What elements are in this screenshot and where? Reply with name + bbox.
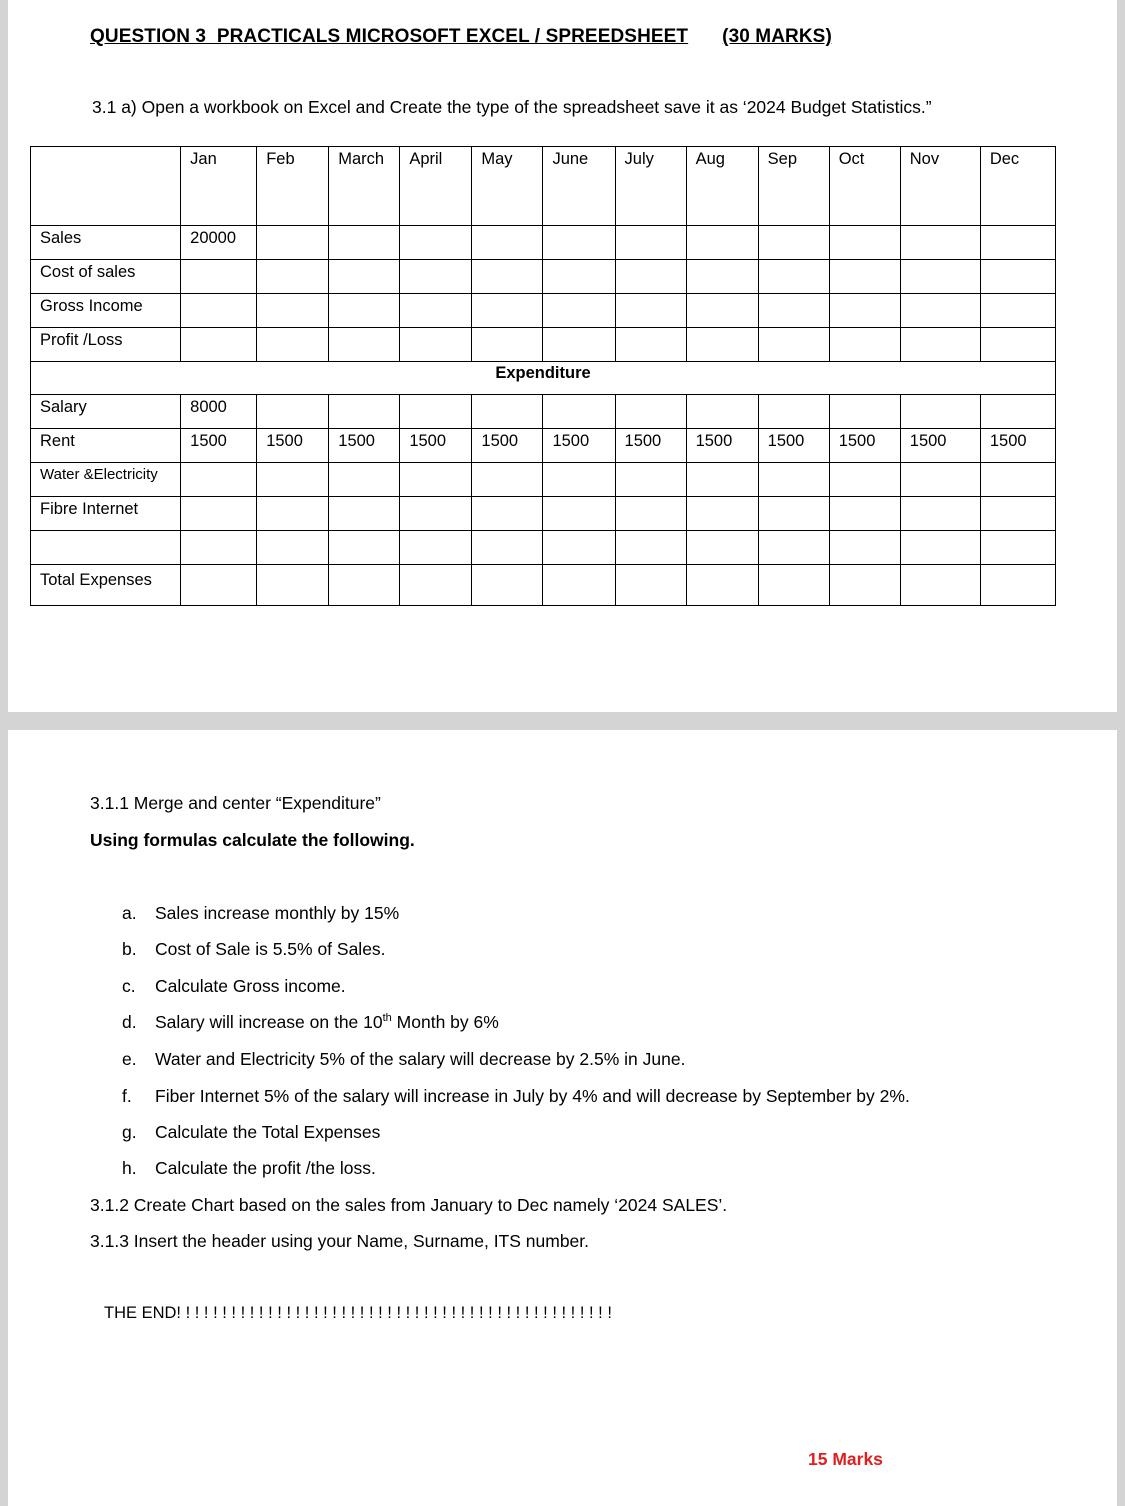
value-cell[interactable]: 1500 [329,429,400,463]
value-cell[interactable] [829,565,900,606]
table-row [31,395,1056,429]
value-cell[interactable] [400,260,472,294]
value-cell[interactable] [758,497,829,531]
month-header-cell[interactable]: March [329,147,400,226]
value-cell[interactable] [472,294,543,328]
value-cell[interactable] [400,531,472,565]
value-cell[interactable] [980,226,1055,260]
value-cell[interactable]: 1500 [980,429,1055,463]
table-row [31,463,1056,497]
value-cell[interactable] [686,294,758,328]
value-cell[interactable] [400,294,472,328]
value-cell[interactable] [257,565,329,606]
row-label-cell[interactable]: Rent [31,429,181,463]
row-label-cell[interactable]: Profit /Loss [31,328,181,362]
value-cell[interactable]: 1500 [900,429,980,463]
value-cell[interactable] [257,497,329,531]
value-cell[interactable] [329,260,400,294]
question-title-text: QUESTION 3 PRACTICALS MICROSOFT EXCEL / SPREEDSHEET [90,26,689,47]
value-cell[interactable] [615,565,686,606]
question-marks: (30 MARKS) [722,26,832,47]
month-header-cell[interactable]: July [615,147,686,226]
value-cell[interactable] [686,565,758,606]
value-cell[interactable] [543,497,615,531]
row-label-cell[interactable]: Salary [31,395,181,429]
value-cell[interactable] [686,328,758,362]
list-item-text: Sales increase monthly by 15% [155,903,400,923]
value-cell[interactable]: 1500 [472,429,543,463]
header-instruction: 3.1.3 Insert the header using your Name, Surname, ITS number. [90,1231,590,1251]
merge-instruction: 3.1.1 Merge and center “Expenditure” [90,793,381,813]
value-cell[interactable] [758,463,829,497]
month-header-cell[interactable]: Dec [980,147,1055,226]
table-row [31,260,1056,294]
value-cell[interactable] [472,328,543,362]
value-cell[interactable] [900,260,980,294]
document-page-2 [8,730,1117,1506]
value-cell[interactable]: 1500 [257,429,329,463]
list-item-letter: c. [122,976,136,996]
list-item-letter: g. [122,1122,137,1142]
value-cell[interactable] [980,328,1055,362]
list-item-letter: e. [122,1049,137,1069]
value-cell[interactable] [686,463,758,497]
value-cell[interactable] [615,260,686,294]
value-cell[interactable] [543,260,615,294]
value-cell[interactable] [686,260,758,294]
row-label-cell[interactable]: Gross Income [31,294,181,328]
value-cell[interactable]: 1500 [400,429,472,463]
value-cell[interactable] [900,328,980,362]
table-row [31,328,1056,362]
value-cell[interactable] [686,226,758,260]
value-cell[interactable] [472,395,543,429]
the-end-text: THE END! ! ! ! ! ! ! ! ! ! ! ! ! ! ! ! ! ! ! ! ! ! ! ! ! ! ! ! ! ! ! ! ! ! ! ! ! ! ! ! ! ! ! ! ! ! ! ! [104,1304,612,1322]
month-header-cell[interactable]: Feb [257,147,329,226]
value-cell[interactable] [900,463,980,497]
value-cell[interactable] [543,395,615,429]
value-cell[interactable] [758,328,829,362]
table-row [31,294,1056,328]
value-cell[interactable] [829,328,900,362]
row-label-cell[interactable]: Cost of sales [31,260,181,294]
value-cell[interactable] [472,226,543,260]
row-label-cell[interactable]: Total Expenses [31,565,181,606]
value-cell[interactable] [615,328,686,362]
value-cell[interactable] [472,531,543,565]
table-row [31,429,1056,463]
value-cell[interactable]: 1500 [615,429,686,463]
value-cell[interactable]: 1500 [758,429,829,463]
value-cell[interactable]: 1500 [686,429,758,463]
list-item-text-part: Salary will increase on the 10 [155,1012,383,1032]
value-cell[interactable] [329,497,400,531]
value-cell[interactable] [329,395,400,429]
value-cell[interactable] [257,294,329,328]
value-cell[interactable] [181,531,257,565]
list-item-text [155,1012,499,1033]
value-cell[interactable] [829,294,900,328]
value-cell[interactable] [758,565,829,606]
value-cell[interactable]: 1500 [543,429,615,463]
list-item-superscript: th [382,1012,392,1025]
month-header-cell[interactable]: Nov [900,147,980,226]
value-cell[interactable] [758,294,829,328]
question-title [90,26,832,48]
value-cell[interactable] [543,565,615,606]
value-cell[interactable] [829,497,900,531]
value-cell[interactable] [257,226,329,260]
value-cell[interactable] [686,497,758,531]
value-cell[interactable]: 20000 [181,226,257,260]
value-cell[interactable] [329,531,400,565]
value-cell[interactable] [900,294,980,328]
month-header-cell[interactable]: April [400,147,472,226]
value-cell[interactable] [686,531,758,565]
value-cell[interactable] [329,294,400,328]
value-cell[interactable]: 8000 [181,395,257,429]
list-item-letter: f. [122,1086,132,1106]
row-label-cell[interactable]: Water &Electricity [31,463,181,497]
value-cell[interactable] [257,328,329,362]
value-cell[interactable] [829,463,900,497]
month-header-cell[interactable]: Oct [829,147,900,226]
value-cell[interactable] [980,260,1055,294]
value-cell[interactable] [543,531,615,565]
expenditure-heading[interactable]: Expenditure [31,362,1056,395]
document-page-1 [8,0,1117,712]
month-header-row [31,147,1056,226]
list-item-text-part: Month by 6% [391,1012,499,1032]
value-cell[interactable] [829,395,900,429]
intro-instruction: 3.1 a) Open a workbook on Excel and Create the type of the spreadsheet save it as ‘2024 Budget Statistics.” [92,97,932,117]
value-cell[interactable] [980,497,1055,531]
value-cell[interactable] [181,294,257,328]
value-cell[interactable] [543,463,615,497]
value-cell[interactable] [686,395,758,429]
value-cell[interactable] [980,395,1055,429]
value-cell[interactable] [257,531,329,565]
value-cell[interactable] [615,497,686,531]
value-cell[interactable] [980,531,1055,565]
list-item-letter: h. [122,1158,137,1178]
value-cell[interactable] [472,565,543,606]
value-cell[interactable] [758,260,829,294]
corner-cell[interactable] [31,147,181,226]
value-cell[interactable] [543,328,615,362]
month-header-cell[interactable]: June [543,147,615,226]
value-cell[interactable] [181,565,257,606]
value-cell[interactable] [181,328,257,362]
value-cell[interactable] [829,531,900,565]
list-item-letter: d. [122,1012,137,1032]
budget-table [30,146,1056,606]
total-expenses-row [31,565,1056,606]
value-cell[interactable] [329,463,400,497]
value-cell[interactable] [400,395,472,429]
value-cell[interactable] [400,565,472,606]
value-cell[interactable] [900,531,980,565]
value-cell[interactable] [615,226,686,260]
table-row [31,226,1056,260]
value-cell[interactable] [900,226,980,260]
value-cell[interactable] [829,260,900,294]
list-item-text: Water and Electricity 5% of the salary will decrease by 2.5% in June. [155,1049,686,1069]
month-header-cell[interactable]: May [472,147,543,226]
value-cell[interactable] [900,497,980,531]
table-row [31,531,1056,565]
value-cell[interactable] [472,463,543,497]
value-cell[interactable]: 1500 [829,429,900,463]
list-item-letter: b. [122,939,137,959]
value-cell[interactable] [181,260,257,294]
value-cell[interactable] [758,395,829,429]
row-label-cell[interactable]: Fibre Internet [31,497,181,531]
table-row [31,497,1056,531]
list-item-text: Calculate Gross income. [155,976,346,996]
month-header-cell[interactable]: Sep [758,147,829,226]
value-cell[interactable] [472,497,543,531]
value-cell[interactable] [329,328,400,362]
value-cell[interactable] [980,565,1055,606]
value-cell[interactable] [615,463,686,497]
list-item-text: Fiber Internet 5% of the salary will increase in July by 4% and will decrease by September by 2%. [155,1086,910,1106]
value-cell[interactable] [181,497,257,531]
value-cell[interactable] [257,463,329,497]
value-cell[interactable] [615,294,686,328]
list-item-text: Calculate the profit /the loss. [155,1158,376,1178]
list-item-text: Cost of Sale is 5.5% of Sales. [155,939,386,959]
value-cell[interactable] [400,497,472,531]
value-cell[interactable] [615,395,686,429]
marks-label: 15 Marks [808,1449,883,1469]
value-cell[interactable] [615,531,686,565]
month-header-cell[interactable]: Aug [686,147,758,226]
value-cell[interactable] [758,226,829,260]
value-cell[interactable] [829,226,900,260]
row-label-cell[interactable]: Sales [31,226,181,260]
value-cell[interactable] [329,565,400,606]
value-cell[interactable] [400,463,472,497]
chart-instruction: 3.1.2 Create Chart based on the sales from January to Dec namely ‘2024 SALES’. [90,1195,728,1215]
row-label-cell[interactable] [31,531,181,565]
value-cell[interactable] [980,294,1055,328]
value-cell[interactable] [543,294,615,328]
value-cell[interactable] [257,260,329,294]
value-cell[interactable] [400,328,472,362]
value-cell[interactable] [900,565,980,606]
value-cell[interactable] [329,226,400,260]
value-cell[interactable] [543,226,615,260]
value-cell[interactable] [181,463,257,497]
value-cell[interactable] [257,395,329,429]
value-cell[interactable] [980,463,1055,497]
month-header-cell[interactable]: Jan [181,147,257,226]
formulas-heading: Using formulas calculate the following. [90,830,415,850]
value-cell[interactable] [472,260,543,294]
value-cell[interactable] [900,395,980,429]
value-cell[interactable] [758,531,829,565]
value-cell[interactable]: 1500 [181,429,257,463]
list-item-letter: a. [122,903,137,923]
list-item-text: Calculate the Total Expenses [155,1122,381,1142]
expenditure-row [31,362,1056,395]
value-cell[interactable] [400,226,472,260]
